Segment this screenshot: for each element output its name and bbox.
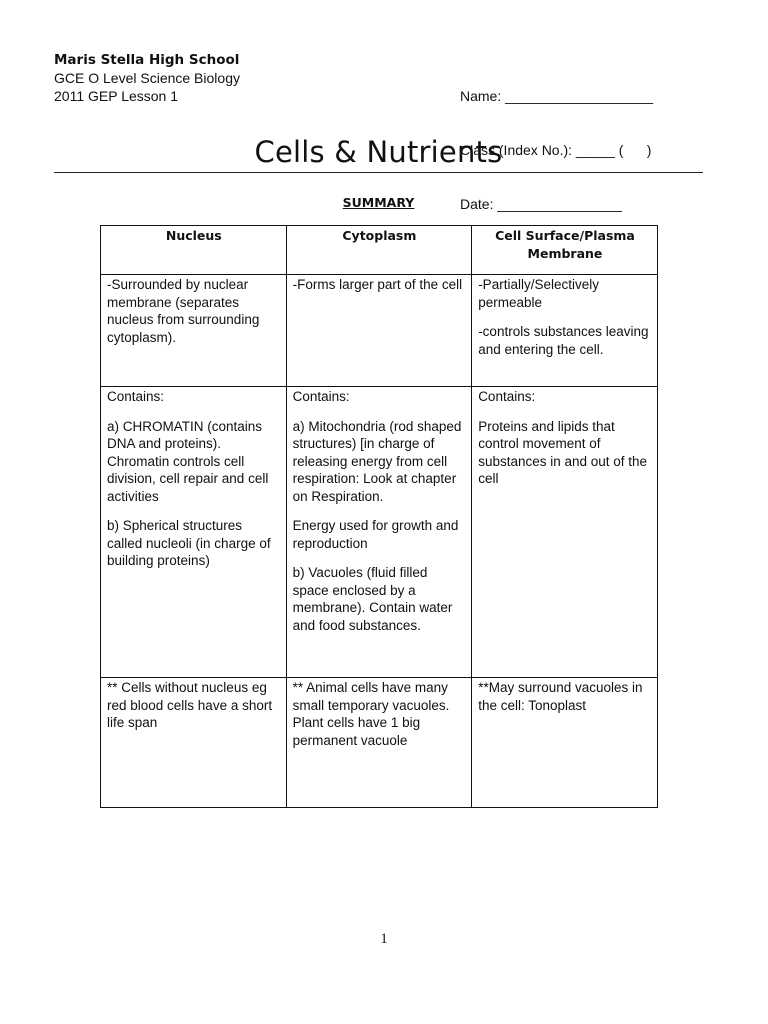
page-title: Cells & Nutrients [254,135,503,169]
cell-paragraph: Contains: [478,389,536,404]
table-cell [101,387,287,678]
table-cell [472,387,658,678]
class-field: Class (Index No.): _____ ( ) [460,142,652,158]
date-field: Date: ________________ [460,196,622,212]
section-heading: SUMMARY [342,195,415,210]
cell-paragraph: Contains: [107,389,165,404]
page-number: 1 [380,931,388,947]
cell-paragraph: -Partially/Selectively permeable [478,277,599,310]
column-header: Nucleus [101,226,287,275]
cell-paragraph: Contains: [292,389,350,404]
cell-paragraph: b) Spherical structures called nucleoli (in charge of building proteins) [107,518,271,568]
cell-paragraph: ** Cells without nucleus eg red blood cells have a short life span [107,680,273,730]
cell-paragraph: **May surround vacuoles in the cell: Tonoplast [478,680,643,713]
table-cell [286,387,472,678]
table-header-row [101,226,658,275]
summary-table [100,225,658,808]
table-cell [101,275,287,387]
column-header: Cytoplasm [286,226,472,275]
cell-paragraph: -controls substances leaving and entering the cell. [478,324,649,357]
table-row [101,387,658,678]
cell-paragraph: -Surrounded by nuclear membrane (separates nucleus from surrounding cytoplasm). [107,277,260,345]
table-row [101,678,658,808]
cell-paragraph: a) Mitochondria (rod shaped structures) [in charge of releasing energy from cell respiration: Look at chapter on Respiration. [292,418,462,504]
table-row [101,275,658,387]
cell-paragraph: a) CHROMATIN (contains DNA and proteins). Chromatin controls cell division, cell repair and cell activities [107,418,269,504]
cell-paragraph: b) Vacuoles (fluid filled space enclosed by a membrane). Contain water and food substances. [292,565,453,633]
title-divider [54,172,703,173]
cell-paragraph: -Forms larger part of the cell [292,277,463,292]
name-field: Name: ___________________ [460,88,654,104]
table-cell [101,678,287,808]
table-cell [286,275,472,387]
table-cell [472,678,658,808]
cell-paragraph: ** Animal cells have many small temporary vacuoles. Plant cells have 1 big permanent vacuole [292,680,450,748]
table-cell [472,275,658,387]
header-left [54,51,240,105]
lesson-label: 2011 GEP Lesson 1 [54,88,179,104]
cell-paragraph: Proteins and lipids that control movement of substances in and out of the cell [478,418,648,486]
school-name: Maris Stella High School [54,52,240,68]
course-name: GCE O Level Science Biology [54,70,240,86]
cell-paragraph: Energy used for growth and reproduction [292,518,459,551]
column-header: Cell Surface/Plasma Membrane [472,226,658,275]
table-cell [286,678,472,808]
